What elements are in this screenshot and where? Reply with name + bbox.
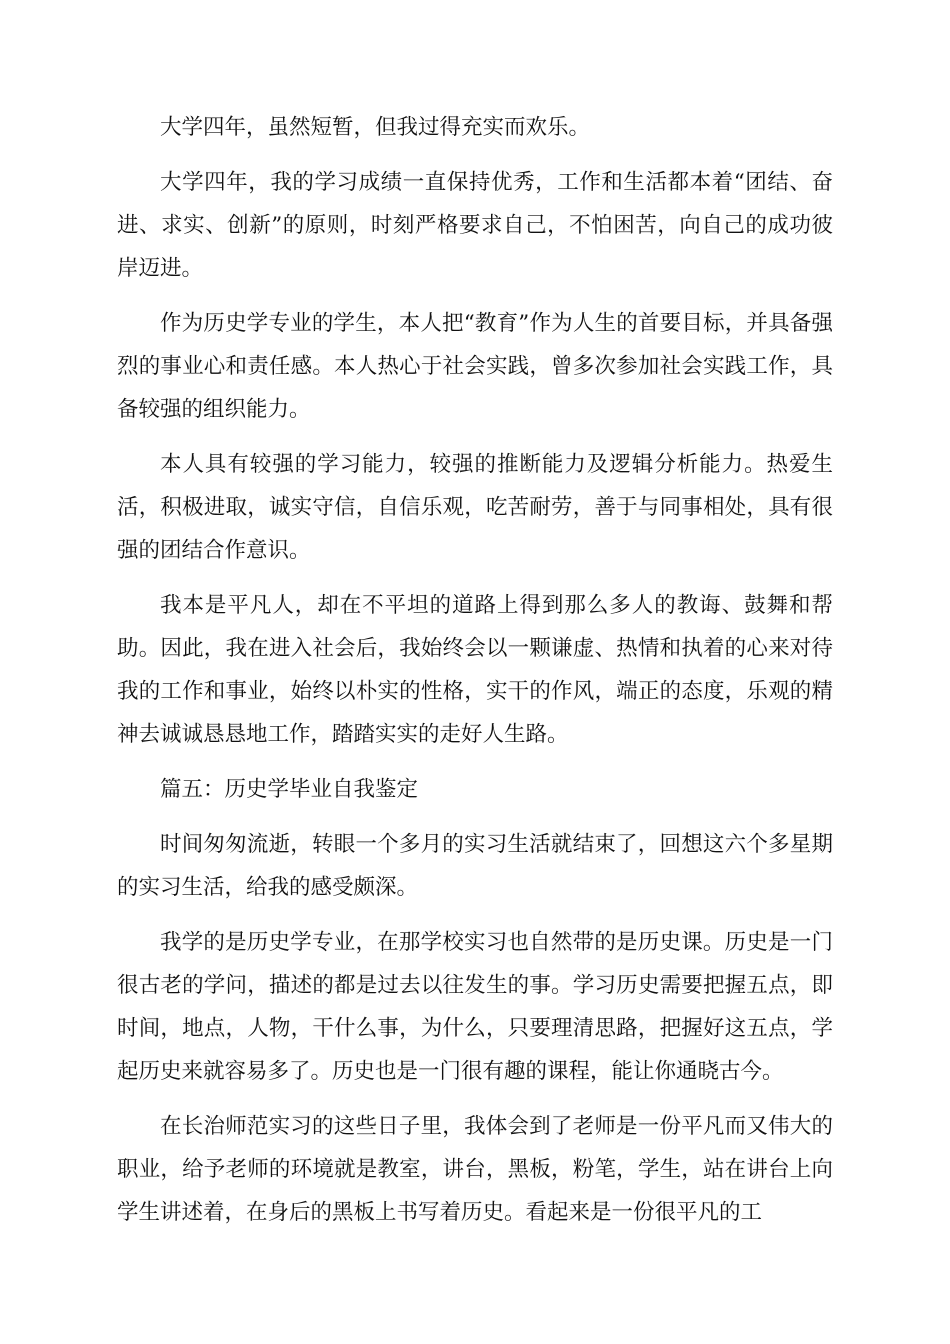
paragraph: 我学的是历史学专业，在那学校实习也自然带的是历史课。历史是一门很古老的学问，描述的都是过去以往发生的事。学习历史需要把握五点，即时间，地点，人物，干什么事，为什么，只要理清思路，把握好这五点，学起历史来就容易多了。历史也是一门很有趣的课程，能让你通晓古今。 <box>117 930 833 1084</box>
document-body <box>117 106 833 1246</box>
paragraph: 在长治师范实习的这些日子里，我体会到了老师是一份平凡而又伟大的职业，给予老师的环境就是教室，讲台，黑板，粉笔，学生，站在讲台上向学生讲述着，在身后的黑板上书写着历史。看起来是一份很平凡的工 <box>117 1114 833 1225</box>
paragraph: 本人具有较强的学习能力，较强的推断能力及逻辑分析能力。热爱生活，积极进取，诚实守信，自信乐观，吃苦耐劳，善于与同事相处，具有很强的团结合作意识。 <box>117 452 833 563</box>
paragraph: 大学四年，虽然短暂，但我过得充实而欢乐。 <box>160 115 591 140</box>
paragraph: 大学四年，我的学习成绩一直保持优秀，工作和生活都本着“团结、奋进、求实、创新”的原则，时刻严格要求自己，不怕困苦，向自己的成功彼岸迈进。 <box>117 170 833 281</box>
paragraph: 我本是平凡人，却在不平坦的道路上得到那么多人的教诲、鼓舞和帮助。因此，我在进入社会后，我始终会以一颗谦虚、热情和执着的心来对待我的工作和事业，始终以朴实的性格，实干的作风，端正的态度，乐观的精神去诚诚恳恳地工作，踏踏实实的走好人生路。 <box>117 593 833 747</box>
paragraph: 时间匆匆流逝，转眼一个多月的实习生活就结束了，回想这六个多星期的实习生活，给我的感受颇深。 <box>117 832 833 900</box>
section-heading: 篇五：历史学毕业自我鉴定 <box>160 777 419 802</box>
paragraph: 作为历史学专业的学生，本人把“教育”作为人生的首要目标，并具备强烈的事业心和责任感。本人热心于社会实践，曾多次参加社会实践工作，具备较强的组织能力。 <box>117 311 833 422</box>
